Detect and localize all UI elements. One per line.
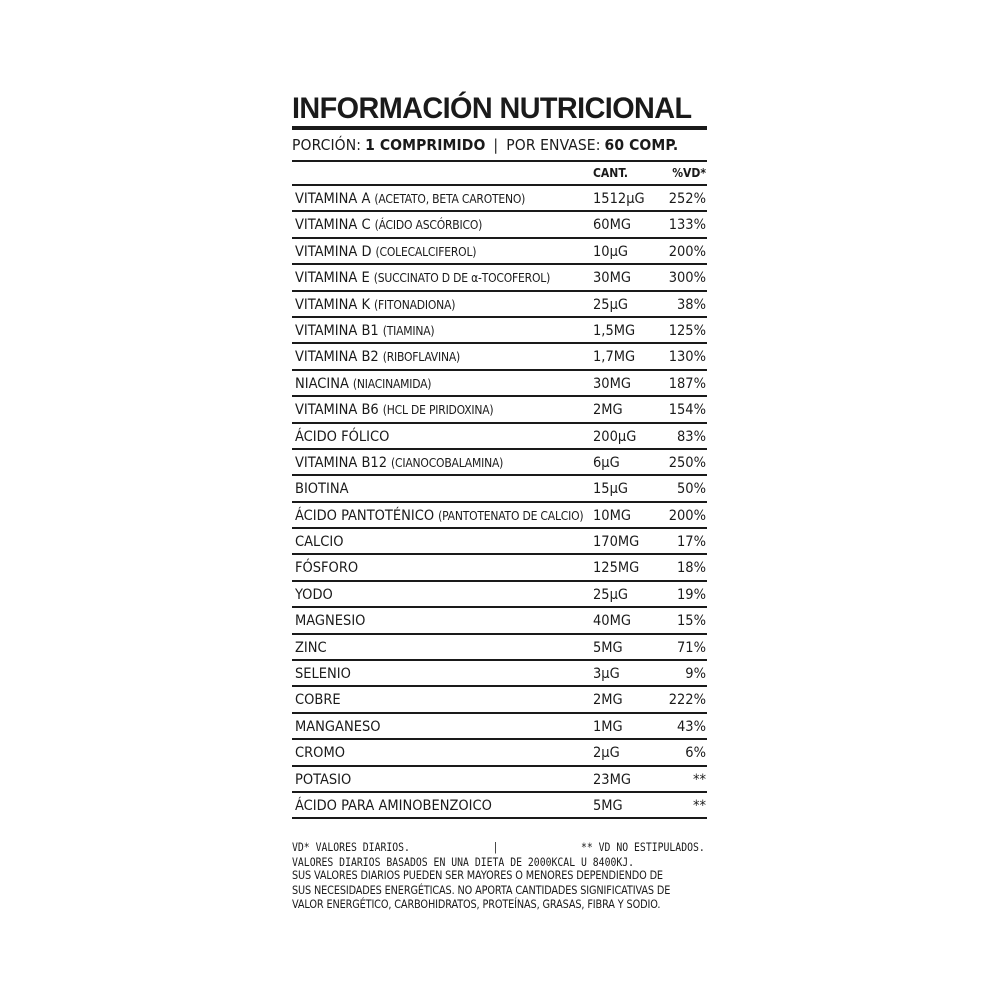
footnote-disclaimer-1: SUS VALORES DIARIOS PUEDEN SER MAYORES O MENORES DEPENDIENDO DE <box>292 869 663 883</box>
nutrient-daily-value: 50% <box>677 481 706 498</box>
footnote-disclaimer-3: VALOR ENERGÉTICO, CARBOHIDRATOS, PROTEÍNAS, GRASAS, FIBRA Y SODIO. <box>292 898 661 911</box>
nutrient-name: VITAMINA D <box>295 243 372 260</box>
footnotes <box>292 840 705 912</box>
nutrient-amount: 1,7MG <box>593 349 636 366</box>
footnote-separator: | <box>492 840 499 855</box>
nutrient-amount: 23MG <box>593 771 631 788</box>
nutrient-amount: 1,5MG <box>593 322 636 339</box>
table-row <box>292 580 707 606</box>
nutrient-detail: (ÁCIDO ASCÓRBICO) <box>374 218 483 233</box>
nutrient-amount: 25μG <box>593 296 629 313</box>
nutrient-detail: (CIANOCOBALAMINA) <box>391 455 504 470</box>
nutrient-amount: 125MG <box>593 560 640 577</box>
nutrient-name-cell <box>292 608 593 632</box>
nutrient-name: VITAMINA B1 <box>295 322 379 339</box>
nutrient-daily-value: 83% <box>677 428 706 445</box>
nutrient-daily-value: 130% <box>668 349 706 366</box>
nutrient-daily-value: 43% <box>677 718 706 735</box>
footnote-not-stipulated: ** VD NO ESTIPULADOS. <box>580 840 705 855</box>
nutrition-facts-panel <box>292 92 707 912</box>
nutrient-amount: 10μG <box>593 243 629 260</box>
nutrient-detail: (FITONADIONA) <box>374 297 456 312</box>
nutrient-detail: (PANTOTENATO DE CALCIO) <box>438 508 584 523</box>
table-row <box>292 290 707 316</box>
nutrient-name: NIACINA <box>295 375 349 392</box>
nutrient-daily-value: 19% <box>677 586 706 603</box>
nutrient-daily-value: 17% <box>677 534 706 551</box>
nutrient-name: VITAMINA A <box>295 191 371 207</box>
nutrient-name: MAGNESIO <box>295 613 366 630</box>
nutrient-name-cell <box>292 476 593 500</box>
nutrient-daily-value: 200% <box>668 243 706 260</box>
nutrient-name: VITAMINA B12 <box>295 454 387 471</box>
nutrient-name: VITAMINA C <box>295 217 371 234</box>
nutrient-daily-value: 125% <box>668 322 706 339</box>
nutrient-daily-value: 222% <box>668 692 706 709</box>
nutrient-daily-value: 15% <box>677 613 706 630</box>
serving-separator: | <box>493 136 499 154</box>
table-row <box>292 685 707 711</box>
nutrient-name: CALCIO <box>295 534 344 551</box>
nutrient-name-cell <box>292 265 593 289</box>
nutrient-name-cell <box>292 555 593 579</box>
nutrient-amount: 60MG <box>593 217 631 234</box>
nutrient-name-cell <box>292 186 593 210</box>
nutrient-detail: (TIAMINA) <box>382 323 435 338</box>
table-row <box>292 448 707 474</box>
nutrient-name-cell <box>292 714 593 738</box>
nutrient-name-cell <box>292 344 593 368</box>
nutrient-amount: 2MG <box>593 402 623 419</box>
nutrient-name-cell <box>292 635 593 659</box>
nutrient-daily-value: 38% <box>677 296 706 313</box>
nutrient-amount: 2MG <box>593 692 623 709</box>
nutrient-detail: (NIACINAMIDA) <box>352 376 432 391</box>
nutrient-name-cell <box>292 582 593 606</box>
nutrient-name: VITAMINA B2 <box>295 349 379 366</box>
package-label: POR ENVASE: <box>506 136 601 154</box>
nutrient-detail: (COLECALCIFEROL) <box>375 244 477 259</box>
column-header-dv: %VD* <box>672 166 706 180</box>
table-row <box>292 316 707 342</box>
table-row <box>292 369 707 395</box>
nutrient-name-cell <box>292 292 593 316</box>
nutrient-name: BIOTINA <box>295 481 349 498</box>
nutrient-name-cell <box>292 239 593 263</box>
table-row <box>292 606 707 632</box>
nutrient-name: CROMO <box>295 745 345 762</box>
table-row <box>292 237 707 263</box>
table-row <box>292 712 707 738</box>
column-header-amount: CANT. <box>593 166 628 180</box>
nutrient-amount: 30MG <box>593 375 631 392</box>
table-row <box>292 527 707 553</box>
nutrient-amount: 15μG <box>593 481 629 498</box>
nutrient-detail: (HCL DE PIRIDOXINA) <box>382 403 494 418</box>
nutrient-detail: (RIBOFLAVINA) <box>382 350 461 365</box>
table-row <box>292 791 707 819</box>
panel-title: INFORMACIÓN NUTRICIONAL <box>292 92 692 125</box>
nutrient-name-cell <box>292 212 593 236</box>
column-headers <box>292 162 707 184</box>
nutrient-table <box>292 184 707 819</box>
nutrient-amount: 40MG <box>593 613 631 630</box>
nutrient-amount: 3μG <box>593 666 620 683</box>
nutrient-daily-value: 154% <box>668 402 706 419</box>
nutrient-amount: 200μG <box>593 428 637 445</box>
nutrient-daily-value: 6% <box>685 745 706 762</box>
portion-value: 1 COMPRIMIDO <box>365 136 486 154</box>
nutrient-amount: 5MG <box>593 639 623 656</box>
nutrient-name: FÓSFORO <box>295 560 359 577</box>
nutrient-name: POTASIO <box>295 771 352 788</box>
nutrient-name-cell <box>292 503 593 527</box>
serving-info <box>292 130 707 160</box>
table-row <box>292 659 707 685</box>
nutrient-daily-value: 252% <box>668 191 706 207</box>
column-header-nutrient <box>292 162 593 184</box>
nutrient-amount: 1512μG <box>593 191 645 207</box>
nutrient-name-cell <box>292 740 593 764</box>
footnote-legend <box>292 840 705 854</box>
table-row <box>292 765 707 791</box>
nutrient-name: ÁCIDO PANTOTÉNICO <box>295 507 435 524</box>
nutrient-name: ZINC <box>295 639 327 656</box>
footnote-disclaimer-2: SUS NECESIDADES ENERGÉTICAS. NO APORTA CANTIDADES SIGNIFICATIVAS DE <box>292 883 671 897</box>
nutrient-daily-value: 300% <box>668 270 706 287</box>
nutrient-name-cell <box>292 450 593 474</box>
nutrient-name: VITAMINA B6 <box>295 402 379 419</box>
nutrient-amount: 25μG <box>593 586 629 603</box>
table-row <box>292 395 707 421</box>
footnote-vd: VD* VALORES DIARIOS. <box>292 840 410 855</box>
nutrient-name-cell <box>292 424 593 448</box>
nutrient-amount: 10MG <box>593 507 631 524</box>
nutrient-amount: 1MG <box>593 718 623 735</box>
table-row <box>292 501 707 527</box>
nutrient-daily-value: 71% <box>677 639 706 656</box>
nutrient-daily-value: 133% <box>668 217 706 234</box>
nutrient-detail: (SUCCINATO D DE α-TOCOFEROL) <box>373 271 551 286</box>
footnote-diet: VALORES DIARIOS BASADOS EN UNA DIETA DE 2000KCAL U 8400KJ. <box>292 854 635 869</box>
table-row <box>292 474 707 500</box>
table-row <box>292 738 707 764</box>
nutrient-name-cell <box>292 793 593 817</box>
nutrient-name-cell <box>292 318 593 342</box>
portion-label: PORCIÓN: <box>292 136 362 154</box>
nutrient-daily-value: 200% <box>668 507 706 524</box>
nutrient-amount: 6μG <box>593 454 620 471</box>
nutrient-name-cell <box>292 529 593 553</box>
table-row <box>292 342 707 368</box>
nutrient-name: ÁCIDO PARA AMINOBENZOICO <box>295 797 492 814</box>
table-row <box>292 422 707 448</box>
nutrient-daily-value: ** <box>692 797 706 814</box>
nutrient-name: SELENIO <box>295 666 351 683</box>
nutrient-name-cell <box>292 397 593 421</box>
nutrient-name: YODO <box>295 586 333 603</box>
nutrient-amount: 170MG <box>593 534 640 551</box>
nutrient-name-cell <box>292 371 593 395</box>
nutrient-daily-value: 250% <box>668 454 706 471</box>
nutrient-name-cell <box>292 767 593 791</box>
nutrient-name: COBRE <box>295 692 341 709</box>
nutrient-name-cell <box>292 661 593 685</box>
nutrient-amount: 2μG <box>593 745 620 762</box>
table-row <box>292 210 707 236</box>
nutrient-name: VITAMINA E <box>295 270 370 287</box>
package-value: 60 COMP. <box>604 136 679 154</box>
table-row <box>292 633 707 659</box>
nutrient-daily-value: 187% <box>668 375 706 392</box>
nutrient-amount: 5MG <box>593 797 623 814</box>
table-row <box>292 184 707 210</box>
nutrient-daily-value: 9% <box>685 666 706 683</box>
table-row <box>292 263 707 289</box>
nutrient-name: VITAMINA K <box>295 296 370 313</box>
nutrient-detail: (ACETATO, BETA CAROTENO) <box>374 192 526 206</box>
nutrient-name: MANGANESO <box>295 718 381 735</box>
nutrient-name: ÁCIDO FÓLICO <box>295 428 390 445</box>
nutrient-daily-value: ** <box>692 771 706 788</box>
nutrient-daily-value: 18% <box>677 560 706 577</box>
table-row <box>292 553 707 579</box>
nutrient-amount: 30MG <box>593 270 631 287</box>
nutrient-name-cell <box>292 687 593 711</box>
